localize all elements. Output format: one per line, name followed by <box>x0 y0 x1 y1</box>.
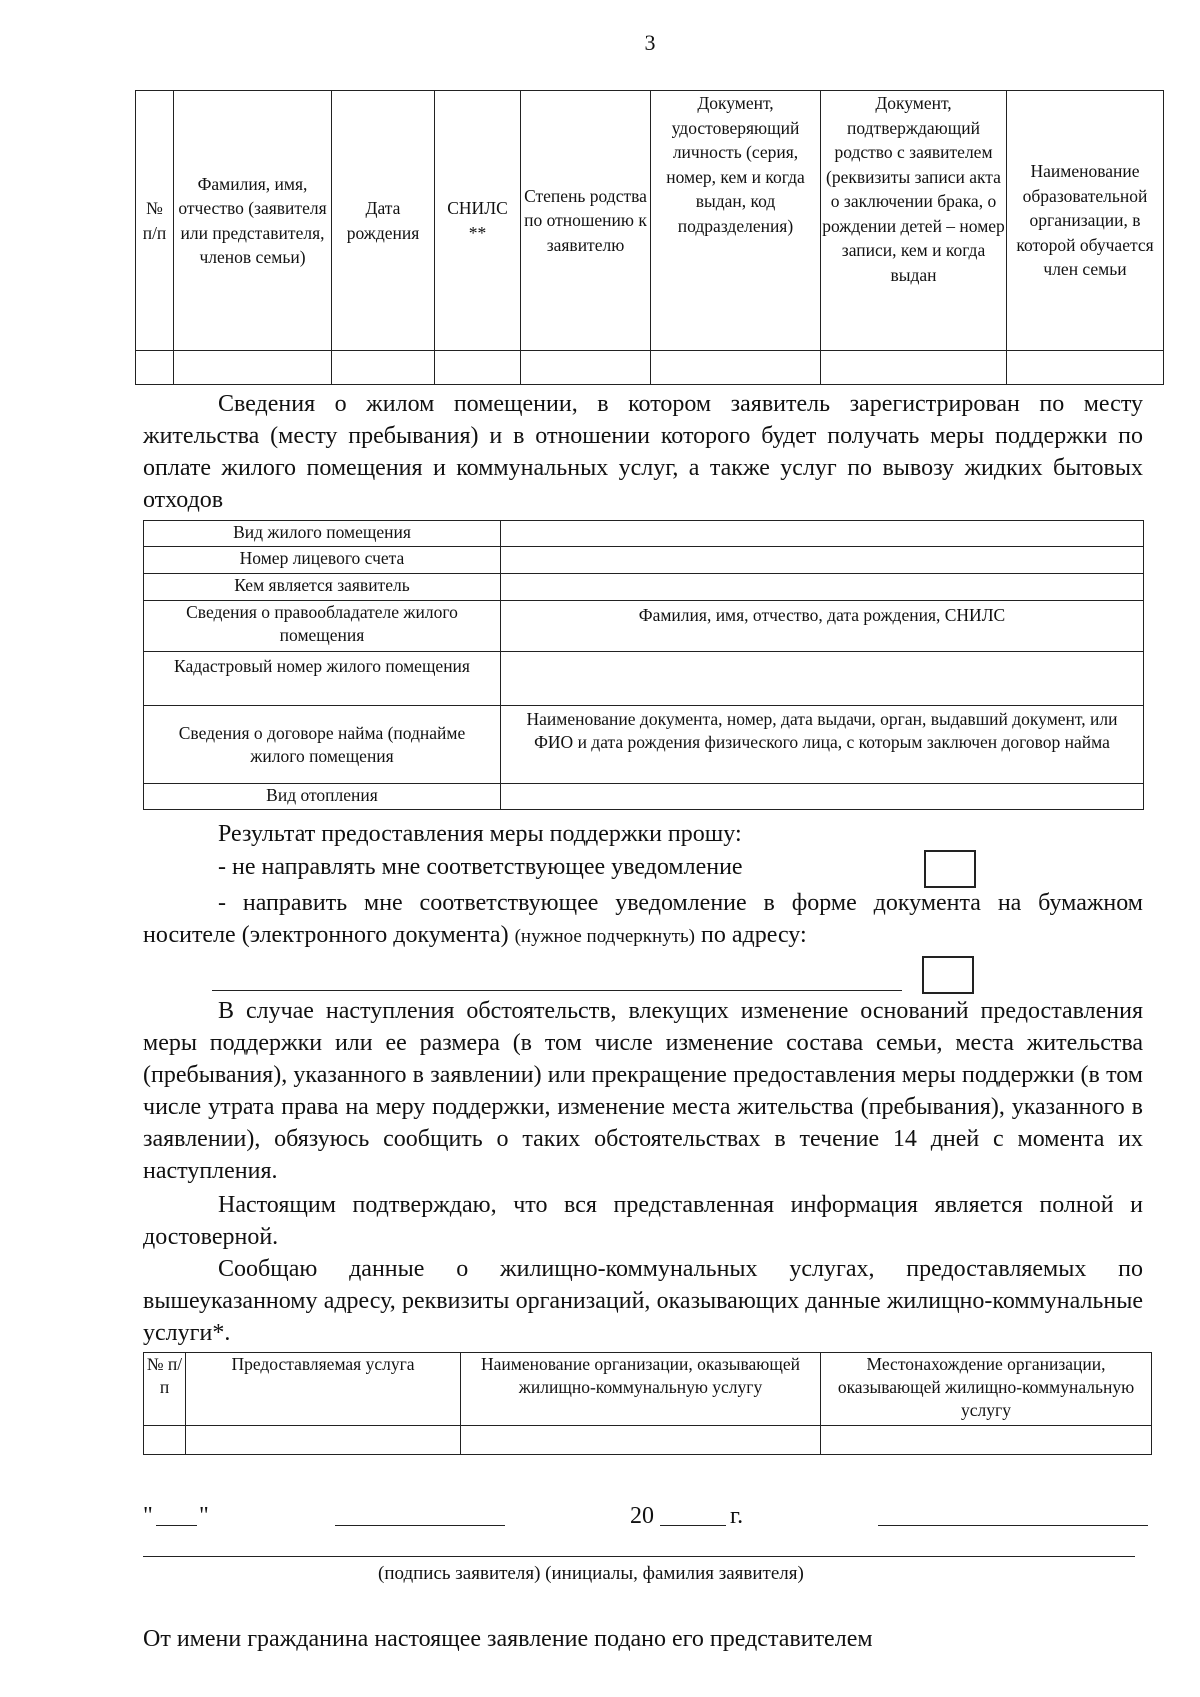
year-suffix: г. <box>730 1503 744 1529</box>
housing-value[interactable]: Наименование документа, номер, дата выдачи, орган, выдавший документ, или ФИО и дата рождения физического лица, с которым заключен договор найма <box>501 706 1144 784</box>
table-cell[interactable] <box>144 1426 186 1455</box>
housing-label: Сведения о договоре найма (поднайме жилого помещения <box>144 706 501 784</box>
day-line[interactable] <box>156 1525 197 1526</box>
utilities-table <box>143 1352 1152 1455</box>
signature-line[interactable] <box>878 1525 1148 1526</box>
housing-value[interactable] <box>501 521 1144 547</box>
signature-caption: (подпись заявителя) (инициалы, фамилия заявителя) <box>378 1563 804 1584</box>
notify-text: - направить мне соответствующее уведомление в форме документа на бумажном носителе (электронного документа) <box>143 890 1143 948</box>
housing-value[interactable] <box>501 652 1144 706</box>
table-cell[interactable] <box>435 351 521 385</box>
family-col-education: Наименование образовательной организации, в которой обучается член семьи <box>1007 91 1164 351</box>
table-row <box>144 574 1144 601</box>
table-cell[interactable] <box>174 351 332 385</box>
utilities-empty-row <box>144 1426 1152 1455</box>
family-members-table <box>135 90 1164 385</box>
housing-value[interactable] <box>501 574 1144 601</box>
table-cell[interactable] <box>521 351 651 385</box>
month-line[interactable] <box>335 1525 505 1526</box>
utilities-col-service: Предоставляемая услуга <box>186 1353 461 1426</box>
housing-value[interactable] <box>501 547 1144 574</box>
family-col-name: Фамилия, имя, отчество (заявителя или представителя, членов семьи) <box>174 91 332 351</box>
housing-label: Вид жилого помещения <box>144 521 501 547</box>
family-col-snils: СНИЛС ** <box>435 91 521 351</box>
date-quote-open: " <box>143 1503 153 1529</box>
full-signature-line[interactable] <box>143 1556 1135 1557</box>
family-col-number: № п/п <box>136 91 174 351</box>
table-row <box>144 521 1144 547</box>
table-row <box>144 652 1144 706</box>
result-option-notify <box>143 887 1143 953</box>
table-row <box>144 601 1144 652</box>
result-option-no-notify: - не направлять мне соответствующее уведомление <box>218 854 743 880</box>
utilities-col-number: № п/п <box>144 1353 186 1426</box>
utilities-col-org-location: Местонахождение организации, оказывающей жилищно-коммунальную услугу <box>821 1353 1152 1426</box>
no-notify-checkbox[interactable] <box>924 850 976 888</box>
housing-value[interactable]: Фамилия, имя, отчество, дата рождения, СНИЛС <box>501 601 1144 652</box>
table-cell[interactable] <box>461 1426 821 1455</box>
table-cell[interactable] <box>651 351 821 385</box>
housing-label: Кадастровый номер жилого помещения <box>144 652 501 706</box>
table-cell[interactable] <box>136 351 174 385</box>
table-cell[interactable] <box>821 351 1007 385</box>
year-prefix: 20 <box>630 1503 654 1529</box>
page-number: 3 <box>644 30 656 55</box>
family-col-relation: Степень родства по отношению к заявителю <box>521 91 651 351</box>
notify-tail: по адресу: <box>701 922 807 948</box>
utilities-col-org-name: Наименование организации, оказывающей жилищно-коммунальную услугу <box>461 1353 821 1426</box>
confirmation-paragraph: Настоящим подтверждаю, что вся представленная информация является полной и достоверной. <box>143 1192 1143 1250</box>
family-table-header-row <box>136 91 1164 351</box>
family-table-empty-row <box>136 351 1164 385</box>
table-row <box>144 547 1144 574</box>
date-quote-close: " <box>199 1503 209 1529</box>
housing-intro: Сведения о жилом помещении, в котором заявитель зарегистрирован по месту жительства (месту пребывания) и в отношении которого будет получать меры поддержки по оплате жилого помещения и коммунальных услуг, а также услуг по вывозу жидких бытовых отходов <box>143 391 1143 513</box>
obligation-paragraph: В случае наступления обстоятельств, влекущих изменение оснований предоставления меры поддержки или ее размера (в том числе изменение состава семьи, места жительства (пребывания), указанного в заявлении) или прекращение предоставления меры поддержки (в том числе утрата права на меру поддержки, изменение места жительства (пребывания), указанного в заявлении), обязуюсь сообщить о таких обстоятельствах в течение 14 дней с момента их наступления. <box>143 998 1143 1184</box>
representative-statement: От имени гражданина настоящее заявление подано его представителем <box>143 1626 873 1652</box>
housing-value[interactable] <box>501 784 1144 810</box>
housing-label: Сведения о правообладателе жилого помещения <box>144 601 501 652</box>
notify-note: (нужное подчеркнуть) <box>514 926 696 947</box>
table-cell[interactable] <box>332 351 435 385</box>
housing-label: Кем является заявитель <box>144 574 501 601</box>
utilities-header-row <box>144 1353 1152 1426</box>
table-cell[interactable] <box>186 1426 461 1455</box>
housing-label: Вид отопления <box>144 784 501 810</box>
table-row <box>144 784 1144 810</box>
family-col-kinship-doc: Документ, подтверждающий родство с заявителем (реквизиты записи акта о заключении брака, о рождении детей – номер записи, кем и когда выдан <box>821 91 1007 351</box>
housing-label: Номер лицевого счета <box>144 547 501 574</box>
result-title: Результат предоставления меры поддержки прошу: <box>218 821 742 847</box>
table-cell[interactable] <box>821 1426 1152 1455</box>
address-line[interactable] <box>212 990 902 991</box>
table-row <box>144 706 1144 784</box>
utilities-intro: Сообщаю данные о жилищно-коммунальных услугах, предоставляемых по вышеуказанному адресу, реквизиты организаций, оказывающих данные жилищно-коммунальные услуги*. <box>143 1256 1143 1346</box>
family-col-identity-doc: Документ, удостоверяющий личность (серия, номер, кем и когда выдан, код подразделения) <box>651 91 821 351</box>
notify-checkbox[interactable] <box>922 956 974 994</box>
table-cell[interactable] <box>1007 351 1164 385</box>
year-line[interactable] <box>660 1525 726 1526</box>
family-col-birthdate: Дата рождения <box>332 91 435 351</box>
housing-table <box>143 520 1144 810</box>
